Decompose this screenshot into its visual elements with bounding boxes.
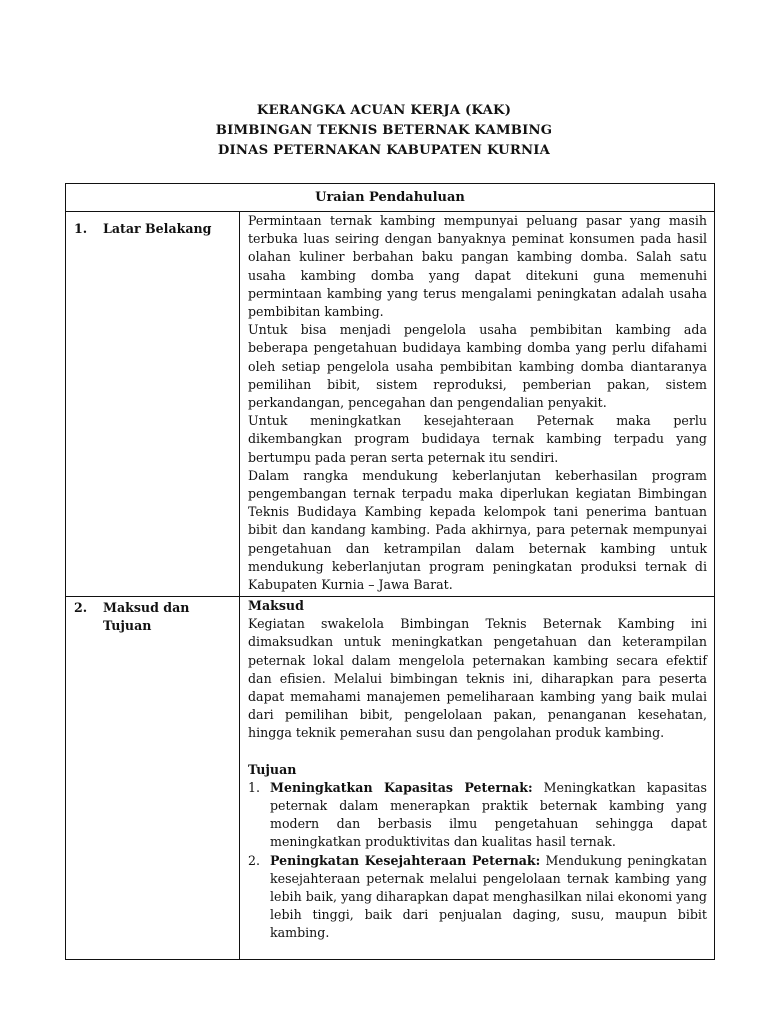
section-label-cell: [66, 212, 240, 597]
table-row-maksud-tujuan: [66, 597, 715, 960]
kak-table: [65, 183, 715, 960]
document-header: [0, 101, 768, 161]
paragraph: Permintaan ternak kambing mempunyai peluang pasar yang masih terbuka luas seiring dengan banyaknya peminat konsumen pada hasil olahan kuliner berbahan baku pangan kambing domba. Salah satu usaha kambing domba yang dapat ditekuni guna memenuhi permintaan kambing yang terus mengalami peningkatan adalah usaha pembibitan kambing.: [248, 213, 707, 320]
goal-text: Meningkatkan kapasitas peternak dalam menerapkan praktik beternak kambing yang modern dan berbasis ilmu pengetahuan sehingga dapat meningkatkan produktivitas dan kualitas hasil ternak.: [270, 779, 707, 850]
paragraph: Untuk meningkatkan kesejahteraan Peternak maka perlu dikembangkan program budidaya ternak kambing terpadu yang bertumpu pada peran serta peternak itu sendiri.: [248, 413, 707, 465]
section-label: Maksud dan Tujuan: [103, 600, 190, 633]
table-header-row: [66, 184, 715, 212]
maksud-paragraph: Kegiatan swakelola Bimbingan Teknis Beternak Kambing ini dimaksudkan untuk meningkatkan pengetahuan dan keterampilan peternak lokal dalam mengelola peternakan kambing secara efektif dan efisien. Melalui bimbingan teknis ini, diharapkan para peserta dapat memahami manajemen pemeliharaan kambing yang baik mulai dari pemilihan bibit, pengelolaan pakan, penanganan kesehatan, hingga teknik pemerahan susu dan pengolahan produk kambing.: [248, 616, 707, 741]
list-item: [248, 779, 707, 852]
goal-title: Meningkatkan Kapasitas Peternak:: [270, 779, 533, 795]
paragraph: Dalam rangka mendukung keberlanjutan keberhasilan program pengembangan ternak terpadu maka diperlukan kegiatan Bimbingan Teknis Budidaya Kambing kepada kelompok tani penerima bantuan bibit dan kandang kambing. Pada akhirnya, para peternak mempunyai pengetahuan dan ketrampilan dalam beternak kambing untuk mendukung keberlanjutan program peningkatan produksi ternak di Kabupaten Kurnia – Jawa Barat.: [248, 467, 707, 593]
header-title-line-1: KERANGKA ACUAN KERJA (KAK): [256, 103, 512, 118]
section-label: Latar Belakang: [103, 221, 212, 236]
goal-title: Peningkatan Kesejahteraan Peternak:: [270, 852, 541, 868]
table-heading: Uraian Pendahuluan: [66, 184, 715, 212]
section-content-cell: [240, 597, 715, 960]
goals-list: [248, 779, 707, 943]
section-number: 1.: [74, 221, 88, 236]
table-row-latar-belakang: [66, 212, 715, 597]
maksud-title: Maksud: [248, 598, 304, 613]
list-item: [248, 852, 707, 943]
section-label-cell: [66, 597, 240, 960]
section-number: 2.: [74, 600, 88, 615]
header-title-line-3: DINAS PETERNAKAN KABUPATEN KURNIA: [217, 143, 551, 158]
header-title-line-2: BIMBINGAN TEKNIS BETERNAK KAMBING: [215, 123, 553, 138]
tujuan-title: Tujuan: [248, 761, 297, 777]
goal-number: 1.: [248, 779, 261, 795]
paragraph: Untuk bisa menjadi pengelola usaha pembibitan kambing ada beberapa pengetahuan budidaya kambing domba yang perlu difahami oleh setiap pengelola usaha pembibitan kambing domba diantaranya pemilihan bibit, sistem reproduksi, pemberian pakan, sistem perkandangan, pencegahan dan pengendalian penyakit.: [248, 322, 707, 411]
goal-text: Mendukung peningkatan kesejahteraan peternak melalui pengelolaan ternak kambing yang lebih baik, yang diharapkan dapat menghasilkan nilai ekonomi yang lebih tinggi, baik dari penjualan daging, susu, maupun bibit kambing.: [270, 852, 707, 941]
goal-number: 2.: [248, 852, 261, 868]
section-content-cell: [240, 212, 715, 597]
